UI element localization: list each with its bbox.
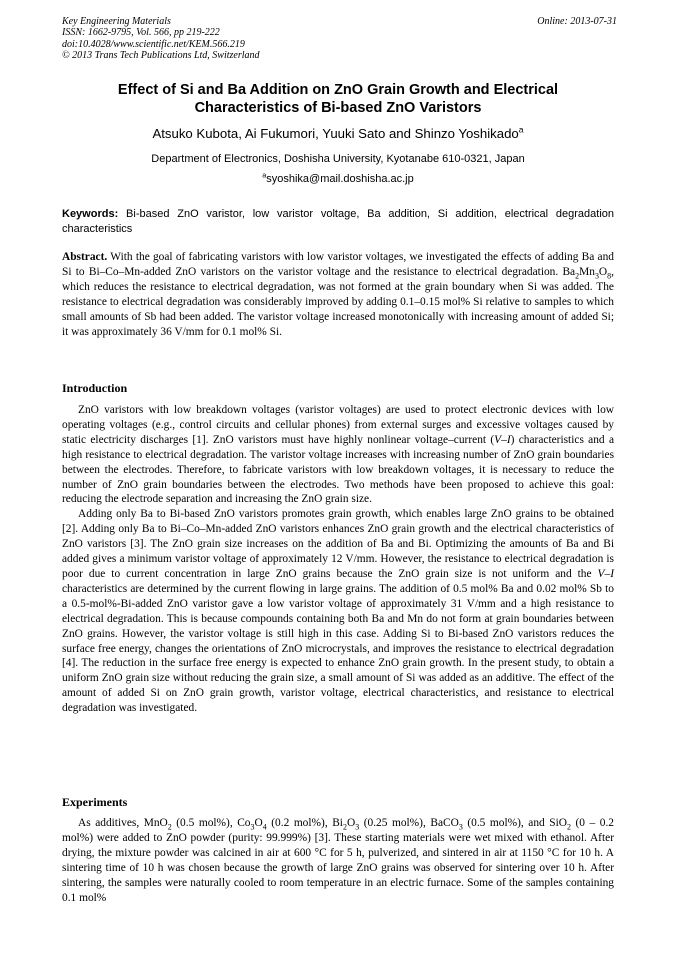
abstract-sub-3: 8 xyxy=(607,271,612,281)
online-date: Online: 2013-07-31 xyxy=(537,16,617,27)
intro-paragraph-2 xyxy=(62,507,614,716)
keywords-text: Bi-based ZnO varistor, low varistor voltage, Ba addition, Si addition, electrical degradation characteristics xyxy=(62,208,615,235)
exp-sub-7: 2 xyxy=(567,822,571,832)
author-list xyxy=(62,126,614,142)
author-email xyxy=(62,172,614,186)
experiments-heading: Experiments xyxy=(62,795,128,809)
abstract-block xyxy=(62,250,614,339)
email-text: syoshika@mail.doshisha.ac.jp xyxy=(266,173,414,185)
exp-text-7: (0.5 mol%), and SiO xyxy=(462,817,567,829)
keywords-label: Keywords: xyxy=(62,208,119,220)
exp-text-8: (0 – 0.2 mol%) were added to ZnO powder (purity: 99.999%) [3]. These starting materials were wet mixed with ethanol. After drying, the mixture powder was calcined in air at 600 °C for 5 h, pulverized, and sintered in air at 1150 °C for 10 h. A sintering time of 10 h was chosen because the growth of large ZnO grains was observed for sintering over 10 h. After sintering, the samples were naturally cooled to room temperature in an electric furnace. Some of the samples containing 0.1 mol% xyxy=(62,817,615,904)
intro-p2-vi: V–I xyxy=(597,567,614,580)
abstract-sub-1: 2 xyxy=(575,271,580,281)
title-line-1: Effect of Si and Ba Addition on ZnO Grain Growth and Electrical xyxy=(117,82,559,98)
journal-issn: ISSN: 1662-9795, Vol. 566, pp 219-222 xyxy=(62,27,220,39)
experiments-body xyxy=(62,816,614,905)
introduction-body xyxy=(62,403,614,716)
exp-sub-1: 2 xyxy=(167,822,172,832)
exp-sub-4: 2 xyxy=(342,822,347,832)
affiliation: Department of Electronics, Doshisha University, Kyotanabe 610-0321, Japan xyxy=(151,153,525,165)
email-superscript: a xyxy=(262,171,267,180)
exp-text-6: (0.25 mol%), BaCO xyxy=(359,817,459,829)
title-line-2: Characteristics of Bi-based ZnO Varistors xyxy=(194,99,482,116)
intro-p1-vi: V–I xyxy=(494,433,511,446)
intro-paragraph-1 xyxy=(62,403,614,507)
abstract-text-4: , which reduces the resistance to electrical degradation, was not formed at the grain boundary when Si was added. The resistance to electrical degradation was considerably improved by adding 0.1–0.15 mol% Si relative to samples to which small amounts of Sb had been added. The varistor voltage increased monotonically with increasing amount of added Si; it was approximately 36 V/mm for 0.1 mol% Si. xyxy=(62,265,614,338)
exp-sub-6: 3 xyxy=(458,822,463,832)
exp-text-1: As additives, MnO xyxy=(78,817,168,829)
abstract-sub-2: 3 xyxy=(594,271,599,281)
abstract-text-1: With the goal of fabricating varistors with low varistor voltages, we investigated the effects of adding Ba and Si to Bi–Co–Mn-added ZnO varistors on the varistor voltage and the resistance to electrical degradation. Ba xyxy=(62,251,614,278)
author-superscript: a xyxy=(518,124,524,135)
journal-copyright: © 2013 Trans Tech Publications Ltd, Switzerland xyxy=(62,49,260,61)
exp-sub-2: 3 xyxy=(250,822,255,832)
intro-p1-text-b: ) characteristics and a high resistance to electrical degradation. The varistor voltage increases with increasing number of ZnO grain boundaries between the electrodes. Therefore, to fabricate varistors with low breakdown voltages, it is necessary to reduce the number of ZnO grain boundaries between the electrodes. Two methods have been proposed to achieve this goal: reducing the electrode separation and increasing the ZnO grain size. xyxy=(62,433,614,506)
introduction-heading: Introduction xyxy=(62,381,128,395)
exp-paragraph-1 xyxy=(62,816,614,905)
keywords-block xyxy=(62,207,614,237)
exp-text-2: (0.5 mol%), Co xyxy=(171,817,251,829)
abstract-label: Abstract. xyxy=(62,251,108,263)
journal-header xyxy=(62,16,617,61)
exp-text-3: O xyxy=(254,817,263,829)
exp-text-4: (0.2 mol%), Bi xyxy=(266,817,343,829)
intro-p1-text-a: ZnO varistors with low breakdown voltages (varistor voltages) are used to protect electronic devices with low operating voltages (e.g., control circuits and cellular phones) from external surges and excessive voltages caused by static electricity discharges [1]. ZnO varistors must have highly nonlinear voltage–current ( xyxy=(62,404,614,446)
intro-p2-text-a: Adding only Ba to Bi-based ZnO varistors promotes grain growth, which enables large ZnO grains to be obtained [2]. Adding only Ba to Bi–Co–Mn-added ZnO varistors enhances ZnO grain growth and the electrical characteristics of ZnO varistors [3]. The ZnO grain size increases on the addition of Ba and Bi. Optimizing the amounts of Ba and Bi added gives a minimum varistor voltage of approximately 12 V/mm. However, the resistance to electrical degradation is poor due to current concentration in large ZnO grains because the ZnO grain size is not uniform and the xyxy=(62,508,614,580)
abstract-text-2: Mn xyxy=(579,265,595,278)
exp-text-5: O xyxy=(346,817,356,829)
journal-name: Key Engineering Materials xyxy=(62,16,171,27)
exp-sub-5: 3 xyxy=(355,822,360,832)
exp-sub-3: 4 xyxy=(262,822,267,832)
intro-p2-text-b: characteristics are determined by the current flowing in large grains. The addition of 0.5 mol% Ba and 0.02 mol% Sb to a 0.5-mol%-Bi-added ZnO varistor gave a low varistor voltage of approximately 31 V/mm and a high resistance to electrical degradation. This is because compounds containing both Ba and Mn do not form at grain boundaries between ZnO grains. However, the varistor voltage is still high in this case. Adding Si to Bi-based ZnO varistors reduces the surface free energy, changes the orientations of ZnO microcrystals, and improves the resistance to electrical degradation [4]. The reduction in the surface free energy is expected to enhance ZnO grain growth. In the present study, to obtain a uniform ZnO grain size without reducing the grain size, a small amount of Si was added as an additive. The effect of the amount of added Si on ZnO grain growth, varistor voltage, electrical characteristics, and resistance to electrical degradation was investigated. xyxy=(62,582,614,715)
paper-title xyxy=(62,82,614,117)
authors-text: Atsuko Kubota, Ai Fukumori, Yuuki Sato and Shinzo Yoshikado xyxy=(152,126,519,141)
abstract-text-3: O xyxy=(598,265,608,278)
journal-doi: doi:10.4028/www.scientific.net/KEM.566.219 xyxy=(62,38,245,50)
